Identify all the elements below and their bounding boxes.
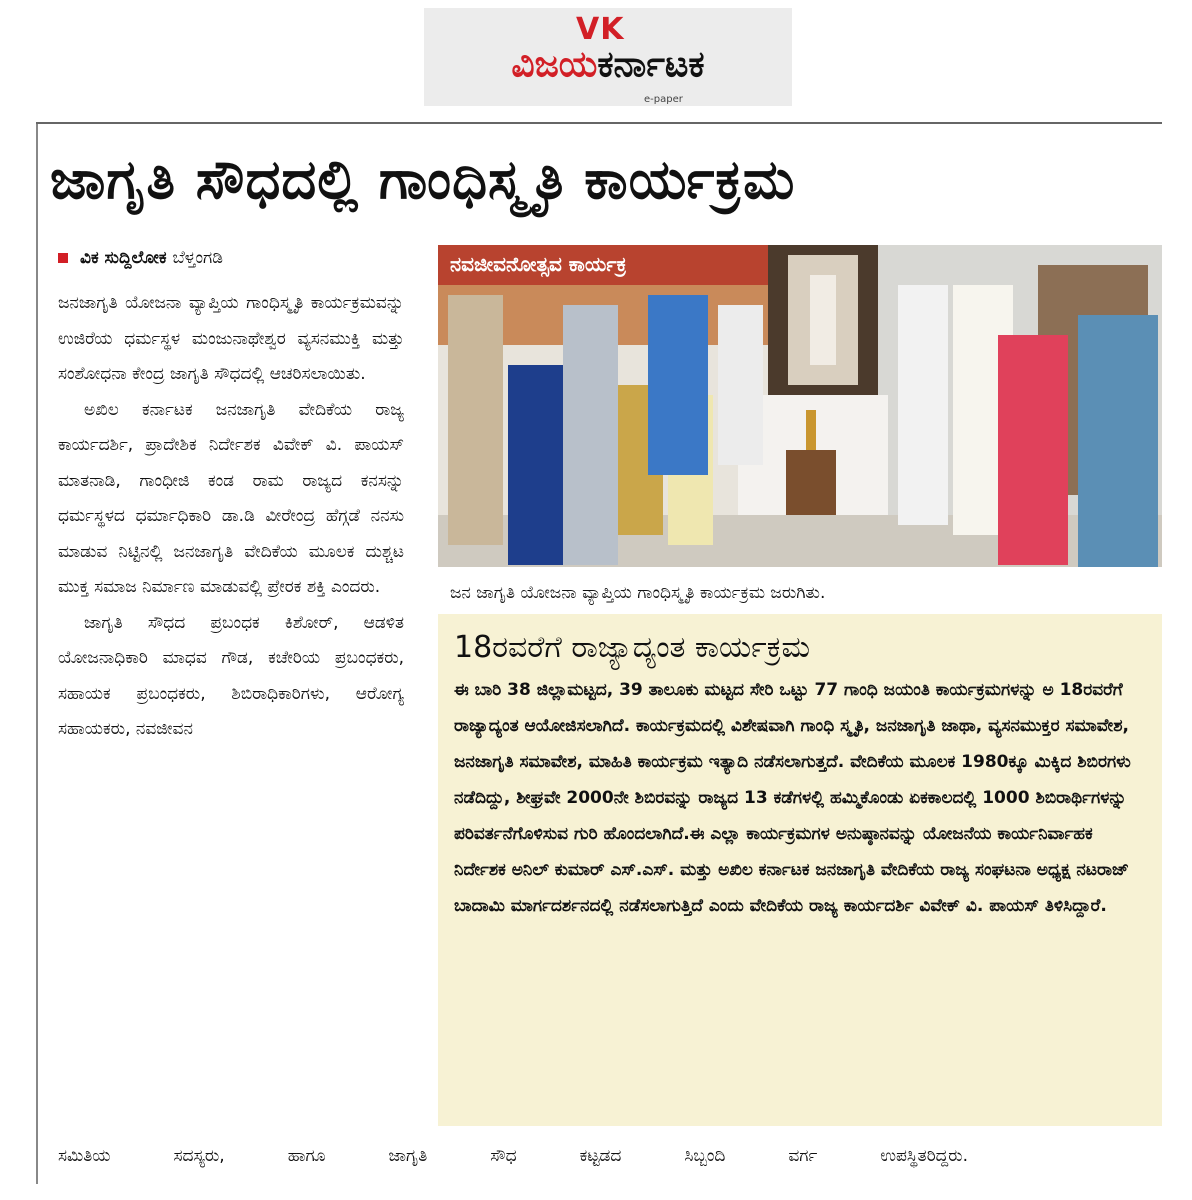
article-paragraph: ಅಖಿಲ ಕರ್ನಾಟಕ ಜನಜಾಗೃತಿ ವೇದಿಕೆಯ ರಾಜ್ಯ ಕಾರ್ಯದರ್ಶಿ, ಪ್ರಾದೇಶಿಕ ನಿರ್ದೇಶಕ ವಿವೇಕ್ ವಿ. ಪಾಯಸ್ ಮಾತನಾಡಿ, ಗಾಂಧೀಜಿ ಕಂಡ ರಾಮ ರಾಜ್ಯದ ಕನಸನ್ನು ಧರ್ಮಸ್ಥಳದ ಧರ್ಮಾಧಿಕಾರಿ ಡಾ.ಡಿ ವೀರೇಂದ್ರ ಹೆಗ್ಗಡೆ ನನಸು ಮಾಡುವ ನಿಟ್ಟಿನಲ್ಲಿ ಜನಜಾಗೃತಿ ವೇದಿಕೆಯ ಮೂಲಕ ದುಶ್ಚಟ ಮುಕ್ತ ಸಮಾಜ ನಿರ್ಮಾಣ ಮಾಡುವಲ್ಲಿ ಪ್ರೇರಕ ಶಕ್ತಿ ಎಂದರು.	[58, 399, 404, 597]
article-headline: ಜಾಗೃತಿ ಸೌಧದಲ್ಲಿ ಗಾಂಧಿಸ್ಮೃತಿ ಕಾರ್ಯಕ್ರಮ	[50, 148, 796, 211]
top-divider	[36, 122, 1162, 124]
byline-bullet-icon	[58, 253, 68, 263]
title-part-karnataka: ಕರ್ನಾಟಕ	[597, 44, 705, 85]
byline-source: ವಿಕ ಸುದ್ದಿಲೋಕ	[80, 248, 167, 268]
photo-banner: ನವಜೀವನೋತ್ಸವ ಕಾರ್ಯಕ್ರ	[450, 252, 627, 276]
article-closing-line: ಸಮಿತಿಯ ಸದಸ್ಯರು, ಹಾಗೂ ಜಾಗೃತಿ ಸೌಧ ಕಟ್ಟಡದ ಸಿಬ್ಬಂದಿ ವರ್ಗ ಉಪಸ್ಥಿತರಿದ್ದರು.	[58, 1146, 968, 1166]
event-photo	[438, 245, 1162, 567]
event-photo-illustration	[438, 245, 1162, 567]
vk-logo-mark: VK	[576, 12, 625, 47]
article-column	[58, 286, 404, 748]
sidebar-box-body	[454, 672, 1148, 924]
article-paragraph: ಜಾಗೃತಿ ಸೌಧದ ಪ್ರಬಂಧಕ ಕಿಶೋರ್, ಆಡಳಿತ ಯೋಜನಾಧಿಕಾರಿ ಮಾಧವ ಗೌಡ, ಕಚೇರಿಯ ಪ್ರಬಂಧಕರು, ಸಹಾಯಕ ಪ್ರಬಂಧಕರು, ಶಿಬಿರಾಧಿಕಾರಿಗಳು, ಆರೋಗ್ಯ ಸಹಾಯಕರು, ನವಜೀವನ	[58, 612, 404, 739]
left-divider	[36, 124, 38, 1184]
byline-place: ಬೆಳ್ತಂಗಡಿ	[172, 248, 223, 268]
masthead	[424, 8, 792, 106]
sidebar-box-text: ಈ ಬಾರಿ 38 ಜಿಲ್ಲಾಮಟ್ಟದ, 39 ತಾಲೂಕು ಮಟ್ಟದ ಸೇರಿ ಒಟ್ಟು 77 ಗಾಂಧಿ ಜಯಂತಿ ಕಾರ್ಯಕ್ರಮಗಳನ್ನು ಅ 18ರವರೆಗೆ ರಾಜ್ಯಾದ್ಯಂತ ಆಯೋಜಿಸಲಾಗಿದೆ. ಕಾರ್ಯಕ್ರಮದಲ್ಲಿ ವಿಶೇಷವಾಗಿ ಗಾಂಧಿ ಸ್ಮೃತಿ, ಜನಜಾಗೃತಿ ಜಾಥಾ, ವ್ಯಸನಮುಕ್ತರ ಸಮಾವೇಶ, ಜನಜಾಗೃತಿ ಸಮಾವೇಶ, ಮಾಹಿತಿ ಕಾರ್ಯಕ್ರಮ ಇತ್ಯಾದಿ ನಡೆಸಲಾಗುತ್ತದೆ. ವೇದಿಕೆಯ ಮೂಲಕ 1980ಕ್ಕೂ ಮಿಕ್ಕಿದ ಶಿಬಿರಗಳು ನಡೆದಿದ್ದು, ಶೀಘ್ರವೇ 2000ನೇ ಶಿಬಿರವನ್ನು ರಾಜ್ಯದ 13 ಕಡೆಗಳಲ್ಲಿ ಹಮ್ಮಿಕೊಂಡು ಏಕಕಾಲದಲ್ಲಿ 1000 ಶಿಬಿರಾರ್ಥಿಗಳನ್ನು ಪರಿವರ್ತನೆಗೊಳಿಸುವ ಗುರಿ ಹೊಂದಲಾಗಿದೆ.ಈ ಎಲ್ಲಾ ಕಾರ್ಯಕ್ರಮಗಳ ಅನುಷ್ಠಾನವನ್ನು ಯೋಜನೆಯ ಕಾರ್ಯನಿರ್ವಾಹಕ ನಿರ್ದೇಶಕ ಅನಿಲ್ ಕುಮಾರ್ ಎಸ್.ಎಸ್. ಮತ್ತು ಅಖಿಲ ಕರ್ನಾಟಕ ಜನಜಾಗೃತಿ ವೇದಿಕೆಯ ರಾಜ್ಯ ಸಂಘಟನಾ ಅಧ್ಯಕ್ಷ ನಟರಾಜ್ ಬಾದಾಮಿ ಮಾರ್ಗದರ್ಶನದಲ್ಲಿ ನಡೆಸಲಾಗುತ್ತಿದೆ ಎಂದು ವೇದಿಕೆಯ ರಾಜ್ಯ ಕಾರ್ಯದರ್ಶಿ ವಿವೇಕ್ ವಿ. ಪಾಯಸ್ ತಿಳಿಸಿದ್ದಾರೆ.	[454, 680, 1131, 916]
sidebar-box-title: 18ರವರೆಗೆ ರಾಜ್ಯಾದ್ಯಂತ ಕಾರ್ಯಕ್ರಮ	[454, 630, 810, 665]
byline	[58, 248, 223, 268]
sidebar-box	[438, 614, 1162, 1126]
title-part-vijaya: ವಿಜಯ	[511, 44, 598, 85]
photo-caption: ಜನ ಜಾಗೃತಿ ಯೋಜನಾ ವ್ಯಾಪ್ತಿಯ ಗಾಂಧಿಸ್ಮೃತಿ ಕಾರ್ಯಕ್ರಮ ಜರುಗಿತು.	[450, 583, 826, 603]
newspaper-title	[424, 44, 792, 86]
epaper-tagline: e-paper	[644, 94, 683, 105]
article-paragraph: ಜನಜಾಗೃತಿ ಯೋಜನಾ ವ್ಯಾಪ್ತಿಯ ಗಾಂಧಿಸ್ಮೃತಿ ಕಾರ್ಯಕ್ರಮವನ್ನು ಉಜಿರೆಯ ಧರ್ಮಸ್ಥಳ ಮಂಜುನಾಥೇಶ್ವರ ವ್ಯಸನಮುಕ್ತಿ ಮತ್ತು ಸಂಶೋಧನಾ ಕೇಂದ್ರ ಜಾಗೃತಿ ಸೌಧದಲ್ಲಿ ಆಚರಿಸಲಾಯಿತು.	[58, 293, 404, 384]
